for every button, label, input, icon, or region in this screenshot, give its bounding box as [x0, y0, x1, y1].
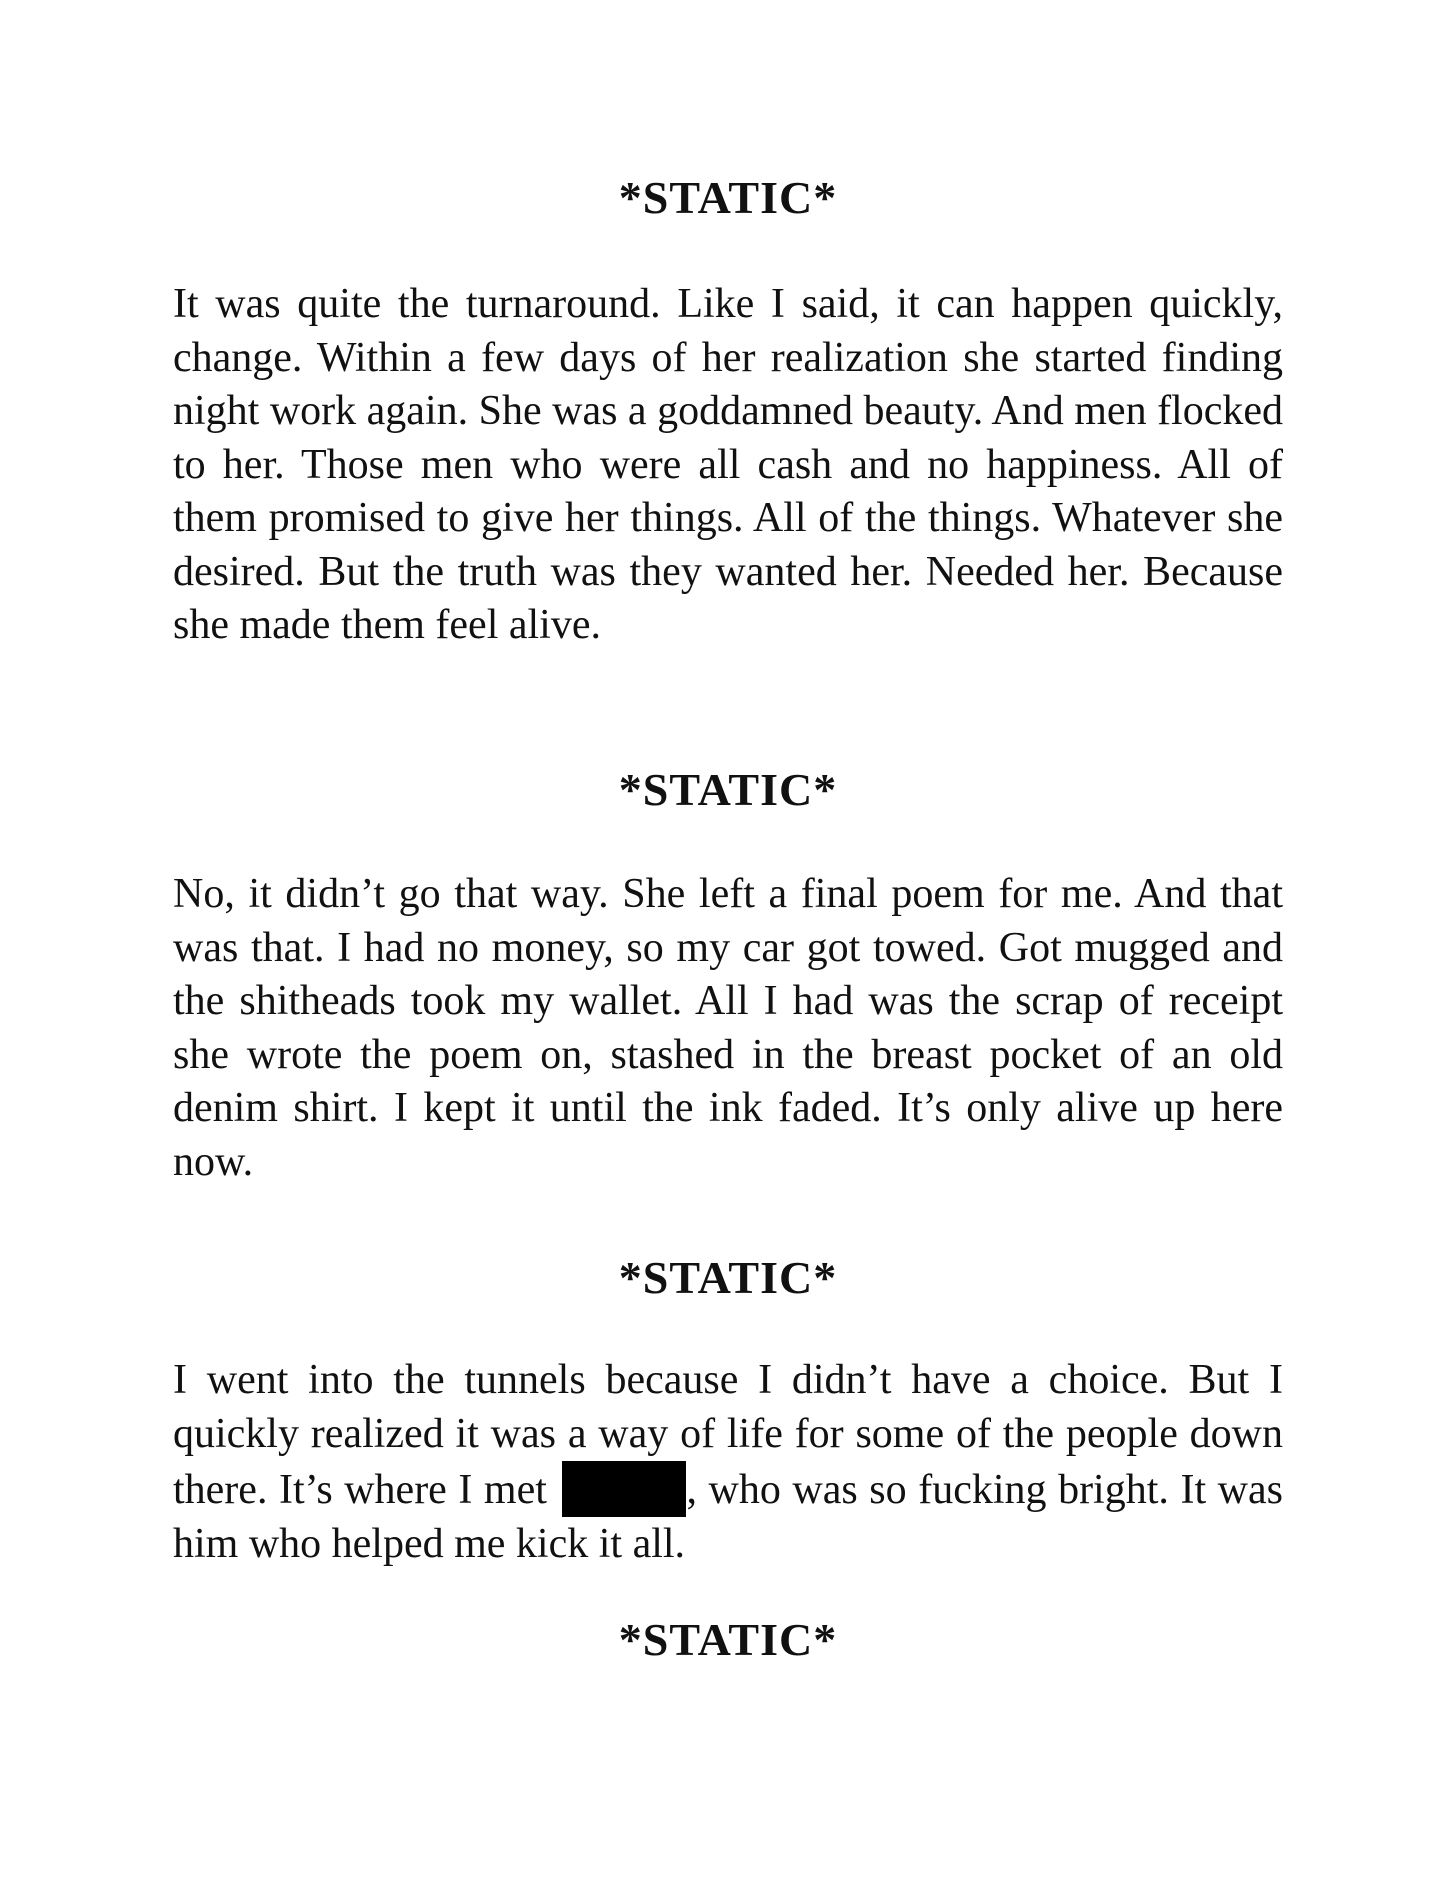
- static-heading: *STATIC*: [618, 1252, 838, 1303]
- static-heading: *STATIC*: [618, 1614, 838, 1665]
- paragraph: It was quite the turnaround. Like I said, it can happen quickly, change. Within a few days of her realization she started finding night work again. She was a goddamned beauty. And men flocked to her. Those men who were all cash and no happiness. All of them promised to give her things. All of the things. Whatever she desired. But the truth was they wanted her. Needed her. Because she made them feel alive.: [173, 281, 1284, 648]
- paragraph: No, it didn’t go that way. She left a final poem for me. And that was that. I had no money, so my car got towed. Got mugged and the shitheads took my wallet. All I had was the scrap of receipt she wrote the poem on, stashed in the breast pocket of an old denim shirt. I kept it until the ink faded. It’s only alive up here now.: [173, 871, 1283, 1185]
- paragraph-text: , who was so fucking bright. It was him who helped me kick it all.: [173, 1467, 1283, 1567]
- static-heading: *STATIC*: [618, 172, 838, 223]
- paragraph: [173, 1354, 1283, 1571]
- static-heading: *STATIC*: [618, 764, 838, 815]
- paragraph-text: I went into the tunnels because I didn’t have a choice. But I quickly realized it was a way of life for some of the people down there. It’s where I met: [173, 1357, 1283, 1513]
- redaction-bar: [562, 1461, 686, 1517]
